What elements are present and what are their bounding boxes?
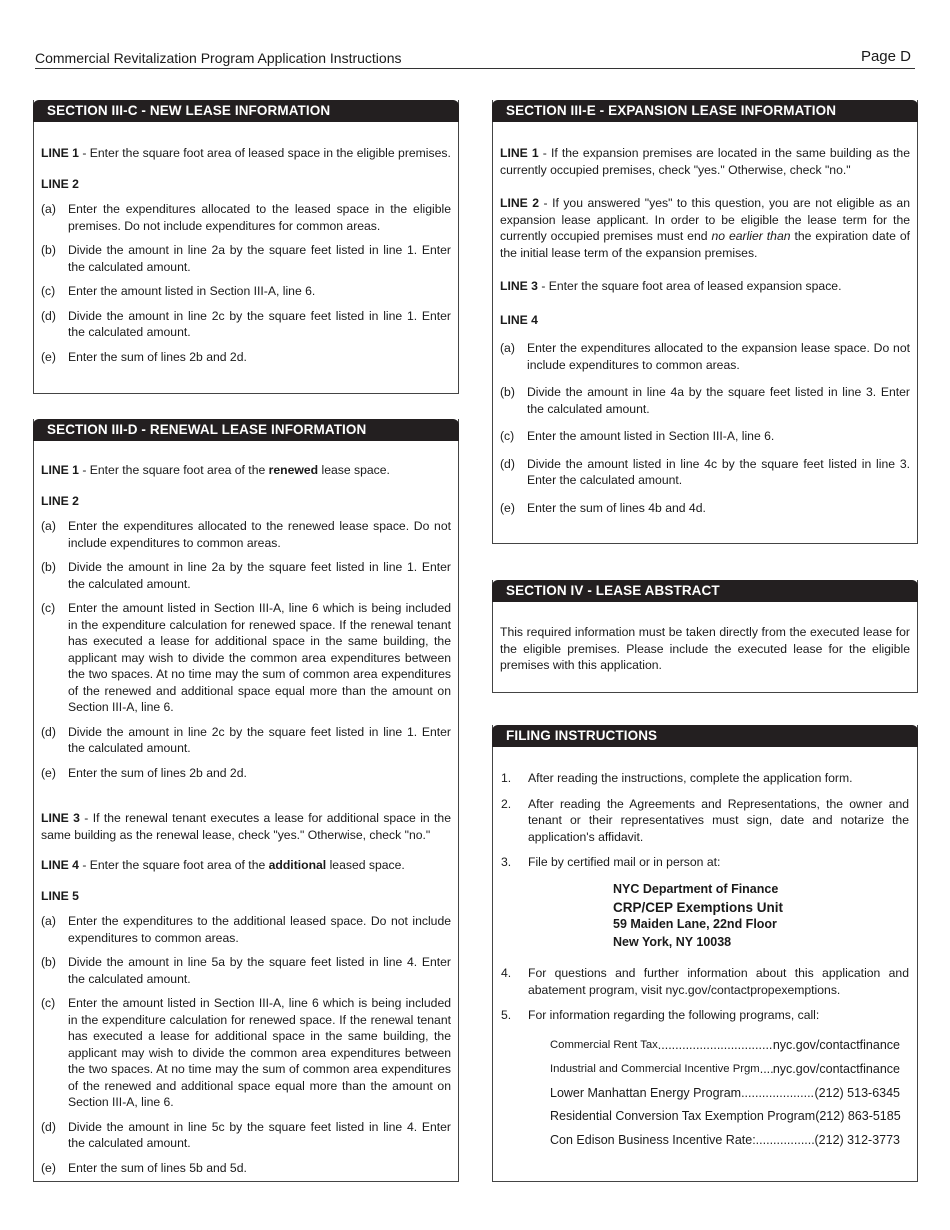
address-line: CRP/CEP Exemptions Unit [613, 899, 784, 915]
list-item: (c) Enter the amount listed in Section III-A, line 6 which is being included in the expenditure calculation for renewed space. If the renewal tenant has executed a lease for additional space in the same building, the applicant may wish to divide the common area expenditures between the two spaces. At no time may the sum of common area expenditures of the renewed and additional space equal more than the amount on Section III-A, line 6. [41, 996, 451, 1109]
line-3-paragraph: LINE 3 - Enter the square foot area of leased expansion space. [500, 279, 842, 293]
list-item: (b) Divide the amount in line 2a by the square feet listed in line 1. Enter the calculated amount. [41, 560, 451, 591]
list-item: 4. For questions and further information about this application and abatement program, visit nyc.gov/contactpropexemptions. [501, 966, 909, 997]
list-item: (a) Enter the expenditures to the additional leased space. Do not include expenditures to common areas. [41, 914, 451, 945]
list-item: (d) Divide the amount in line 2c by the square feet listed in line 1. Enter the calculated amount. [41, 308, 451, 339]
document-title: Commercial Revitalization Program Application Instructions [35, 50, 402, 66]
section-iv-box [492, 580, 918, 693]
list-item: (d) Divide the amount listed in line 4c by the square feet listed in line 3. Enter the calculated amount. [500, 456, 910, 487]
list-item: (c) Enter the amount listed in Section III-A, line 6. [500, 429, 775, 443]
phone-row: Commercial Rent Tax ..... nyc.gov/contactfinance [550, 1037, 900, 1054]
list-item: 3. File by certified mail or in person at: [501, 855, 721, 869]
line-3-paragraph: LINE 3 - If the renewal tenant executes a lease for additional space in the same building as the renewal lease, check "yes." Otherwise, check "no." [41, 811, 451, 842]
list-item: (d) Divide the amount in line 2c by the square feet listed in line 1. Enter the calculated amount. [41, 724, 451, 755]
page-number: Page D [860, 48, 911, 65]
page-header [35, 48, 915, 69]
address-line: 59 Maiden Lane, 22nd Floor [613, 917, 777, 931]
line-4-label: LINE 4 [500, 312, 538, 327]
list-item: (c) Enter the amount listed in Section III-A, line 6. [41, 284, 316, 298]
line-4-paragraph: LINE 4 - Enter the square foot area of the additional leased space. [41, 858, 405, 872]
filing-instructions-content [501, 770, 909, 1170]
section-iii-e-box [492, 100, 918, 544]
phone-row: Con Edison Business Incentive Rate: ..... (212) 312-3773 [550, 1132, 900, 1149]
address-line: NYC Department of Finance [613, 882, 779, 896]
line-5-label: LINE 5 [41, 888, 79, 903]
section-iii-d-title: SECTION III-D - RENEWAL LEASE INFORMATION [33, 419, 459, 441]
line-2-label: LINE 2 [41, 493, 79, 508]
list-item: (e) Enter the sum of lines 4b and 4d. [500, 500, 706, 515]
list-item: (e) Enter the sum of lines 2b and 2d. [41, 765, 247, 780]
line-text: - Enter the square foot area of leased space in the eligible premises. [78, 146, 451, 160]
list-item: (a) Enter the expenditures allocated to the leased space in the eligible premises. Do not include expenditures for common areas. [41, 202, 451, 233]
line-2-paragraph: LINE 2 - If you answered "yes" to this question, you are not eligible as an expansion lease applicant. In order to be eligible the lease term for the currently occupied premises must end no earlier than the expiration date of the initial lease term of the expansion premises. [500, 196, 910, 260]
list-item: 5. For information regarding the following programs, call: [501, 1008, 820, 1022]
line-2-label: LINE 2 [41, 176, 79, 191]
section-iii-c-box [33, 100, 459, 394]
section-iv-content [500, 624, 910, 674]
filing-instructions-box [492, 725, 918, 1182]
section-iii-d-content [41, 462, 451, 1176]
section-iii-c-title: SECTION III-C - NEW LEASE INFORMATION [33, 100, 459, 122]
list-item: (b) Divide the amount in line 2a by the square feet listed in line 1. Enter the calculated amount. [41, 243, 451, 274]
section-iii-d-box [33, 419, 459, 1182]
lease-abstract-paragraph: This required information must be taken directly from the executed lease for the eligible premises. Please include the executed lease for the eligible premises with this application. [500, 625, 910, 672]
phone-row: Residential Conversion Tax Exemption Program (212) 863-5185 [550, 1109, 901, 1123]
line-1-paragraph [41, 145, 451, 162]
phone-row: Lower Manhattan Energy Program ..... (212) 513-6345 [550, 1085, 900, 1102]
list-item: (e) Enter the sum of lines 2b and 2d. [41, 349, 247, 364]
section-iii-c-content [41, 145, 451, 365]
list-item: (a) Enter the expenditures allocated to the expansion lease space. Do not include expenditures to common areas. [500, 341, 910, 372]
list-item: (b) Divide the amount in line 5a by the square feet listed in line 4. Enter the calculated amount. [41, 955, 451, 986]
list-item: 1. After reading the instructions, complete the application form. [501, 771, 853, 785]
list-item: (a) Enter the expenditures allocated to the renewed lease space. Do not include expenditures to common areas. [41, 519, 451, 550]
list-item: (c) Enter the amount listed in Section III-A, line 6 which is being included in the expenditure calculation for renewed space. If the renewal tenant has executed a lease for additional space in the same building, the applicant may wish to divide the common area expenditures between the two spaces. At no time may the sum of common area expenditures of the renewed and additional space equal more than the amount on Section III-A, line 6. [41, 601, 451, 714]
line-1-paragraph: LINE 1 - If the expansion premises are located in the same building as the currently occupied premises, check "yes." Otherwise, check "no." [500, 146, 910, 177]
phone-row: Industrial and Commercial Incentive Prgm ..... nyc.gov/contactfinance [550, 1061, 900, 1078]
address-line: New York, NY 10038 [613, 934, 732, 949]
line-1-paragraph: LINE 1 - Enter the square foot area of the renewed lease space. [41, 463, 390, 477]
section-iii-e-content [500, 145, 910, 516]
line-label: LINE 1 [41, 146, 79, 160]
list-item: 2. After reading the Agreements and Representations, the owner and tenant or their representatives must sign, date and notarize the application's affidavit. [501, 796, 909, 844]
filing-instructions-title: FILING INSTRUCTIONS [492, 725, 918, 747]
list-item: (d) Divide the amount in line 5c by the square feet listed in line 4. Enter the calculated amount. [41, 1119, 451, 1150]
list-item: (e) Enter the sum of lines 5b and 5d. [41, 1160, 247, 1175]
list-item: (b) Divide the amount in line 4a by the square feet listed in line 3. Enter the calculated amount. [500, 385, 910, 416]
mailing-address [613, 881, 783, 951]
section-iii-e-title: SECTION III-E - EXPANSION LEASE INFORMATION [492, 100, 918, 122]
section-iv-title: SECTION IV - LEASE ABSTRACT [492, 580, 918, 602]
